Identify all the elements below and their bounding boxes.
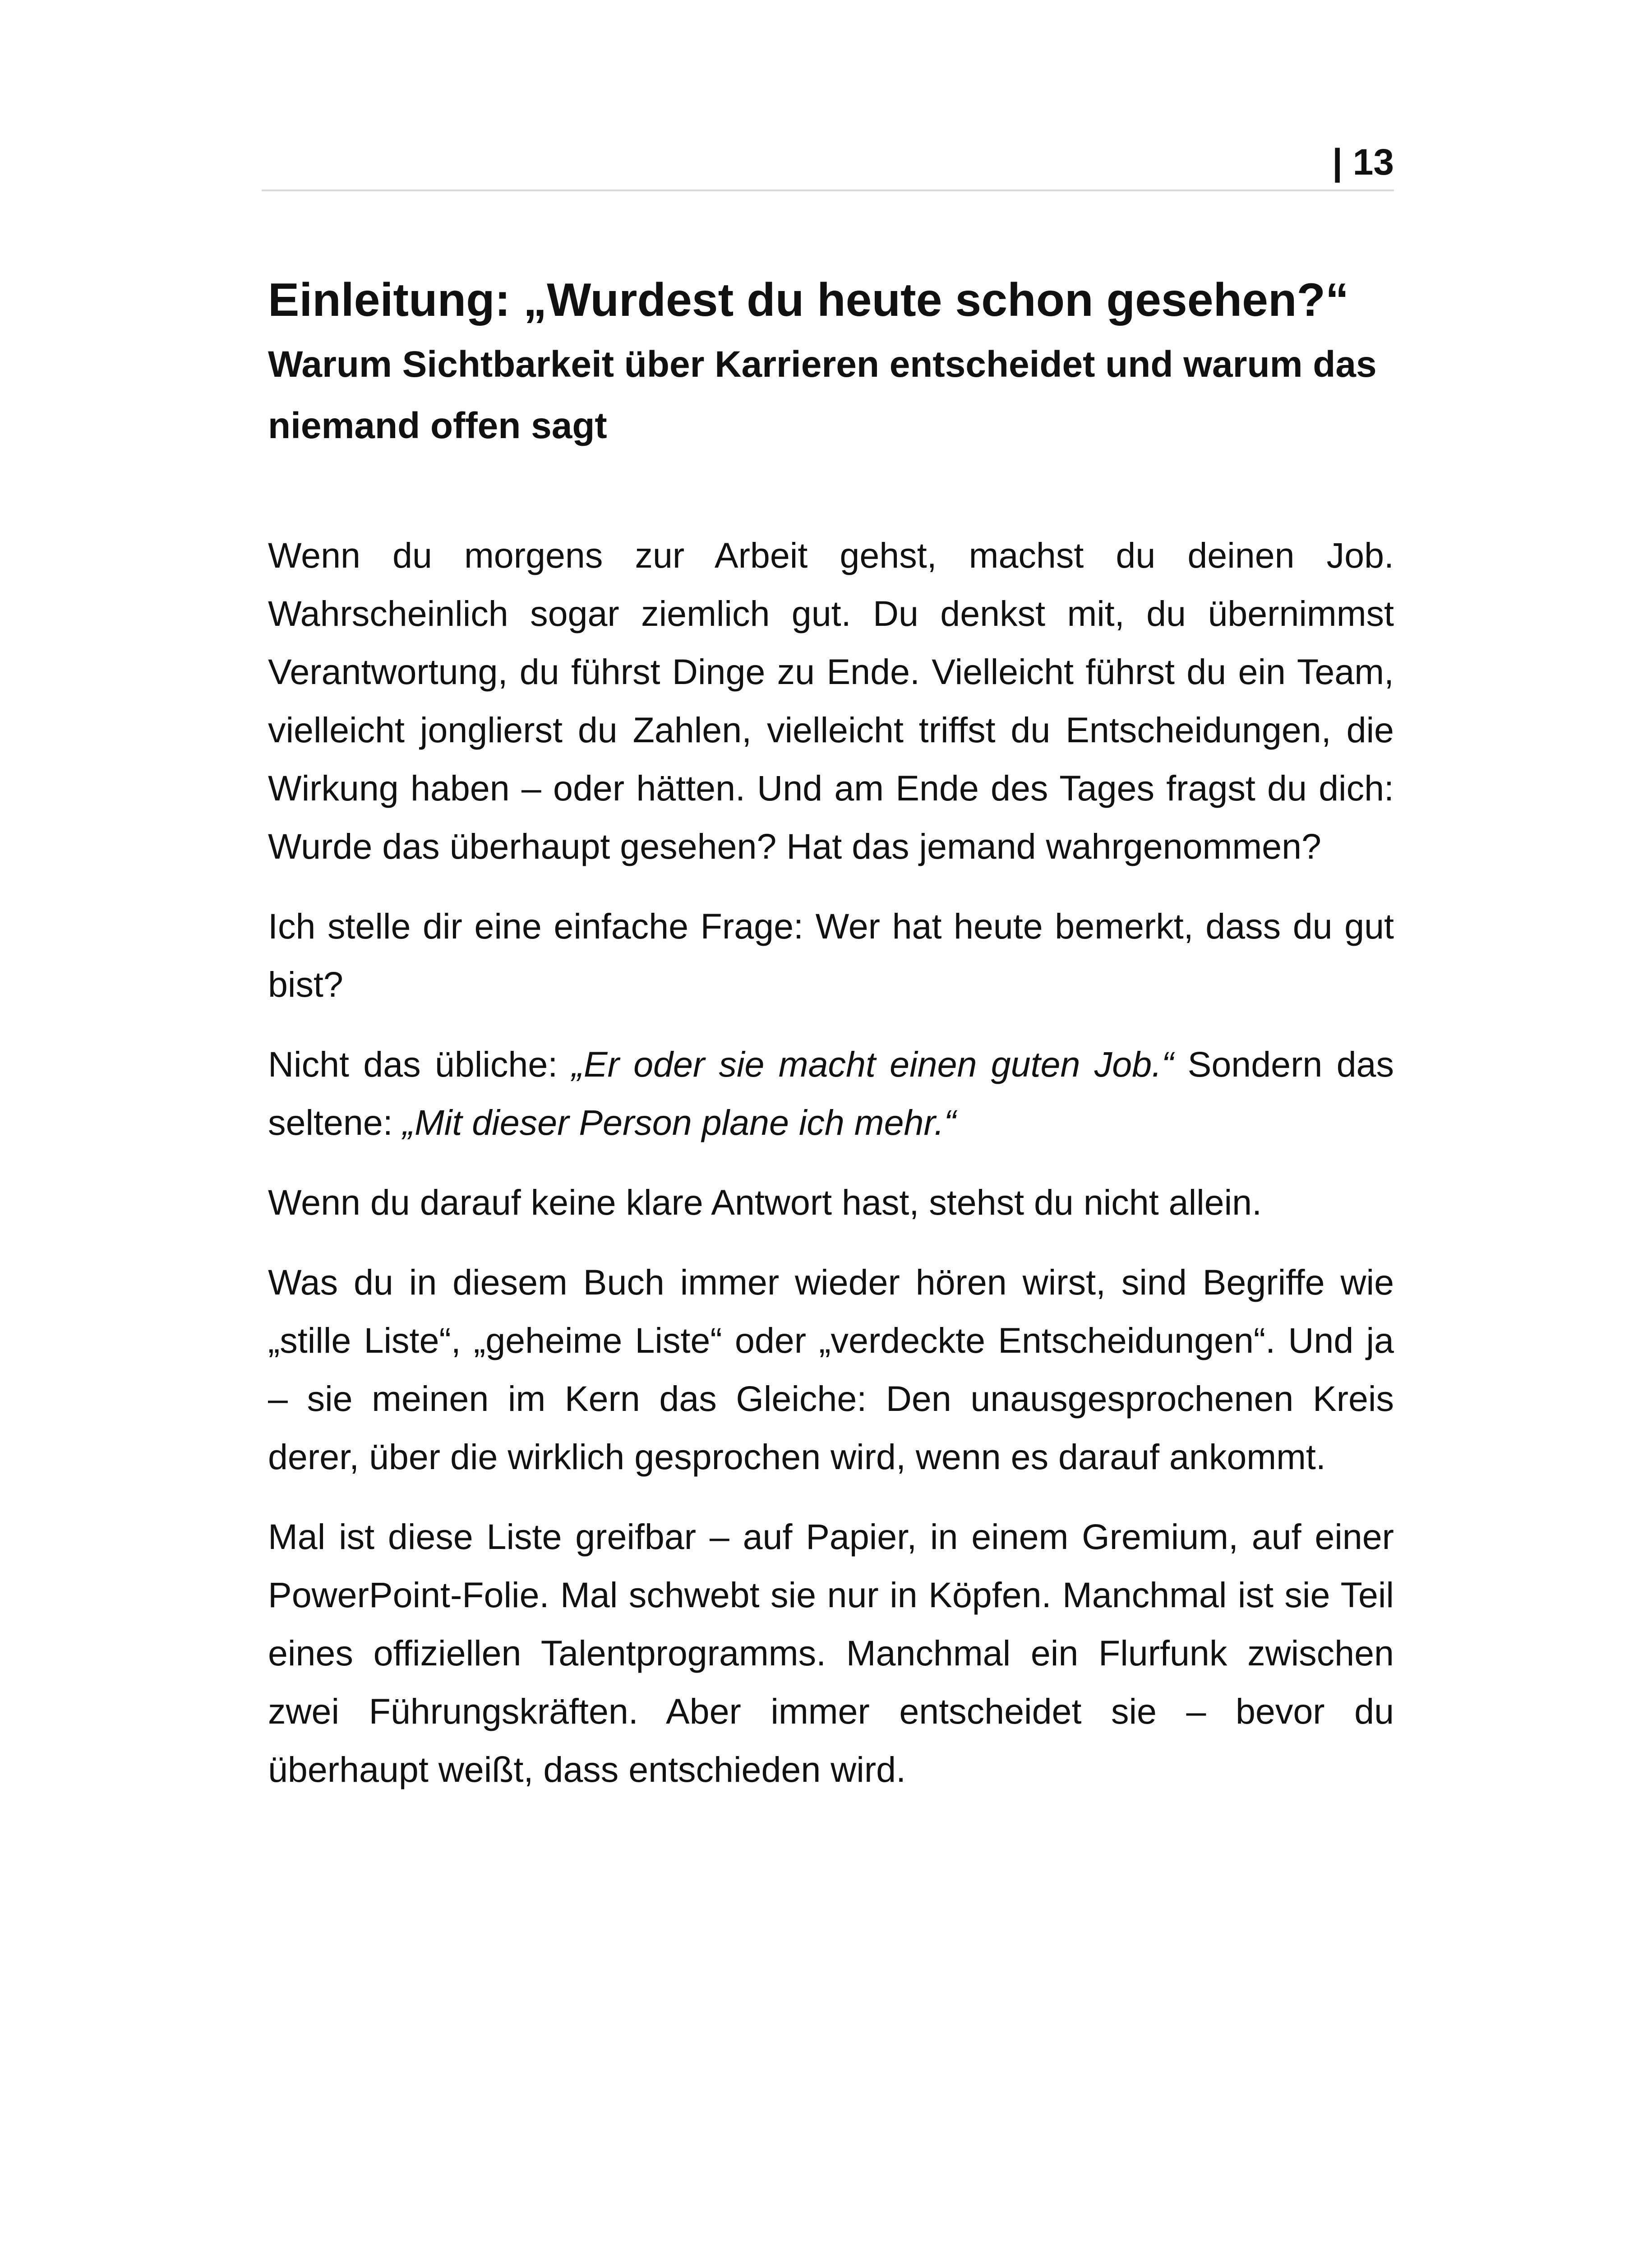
paragraph-1: Wenn du morgens zur Arbeit gehst, machst du deinen Job. Wahrscheinlich sogar ziemlich gut. Du denkst mit, du übernimmst Verantwortung, du führst Dinge zu Ende. Vielleicht führst du ein Team, vielleicht jonglierst du Zahlen, vielleicht triffst du Entscheidungen, die Wirkung haben – oder hätten. Und am Ende des Tages fragst du dich: Wurde das überhaupt gesehen? Hat das jemand wahrgenommen?: [268, 535, 1394, 866]
paragraph-2: Ich stelle dir eine einfache Frage: Wer hat heute bemerkt, dass du gut bist?: [268, 906, 1394, 1004]
paragraph-3-lead-2: Sondern das seltene:: [268, 1044, 1394, 1142]
page-number: | 13: [1332, 142, 1394, 183]
paragraph-4: Wenn du darauf keine klare Antwort hast, stehst du nicht allein.: [268, 1182, 1262, 1222]
paragraph-5: Was du in diesem Buch immer wieder hören wirst, sind Begriffe wie „stille Liste“, „geheime Liste“ oder „verdeckte Entscheidungen“. Und ja – sie meinen im Kern das Gleiche: Den unausgesprochenen Kreis derer, über die wirklich gesprochen wird, wenn es darauf ankommt.: [268, 1262, 1394, 1477]
chapter-title: Einleitung: „Wurdest du heute schon gesehen?“: [268, 274, 1349, 326]
page-header: [262, 131, 1394, 191]
paragraph-3: [268, 1035, 1394, 1151]
quote-good-job: „Er oder sie macht einen guten Job.“: [572, 1044, 1174, 1084]
quote-plan-more: „Mit dieser Person plane ich mehr.“: [402, 1102, 956, 1142]
paragraph-6: Mal ist diese Liste greifbar – auf Papier, in einem Gremium, auf einer PowerPoint-Folie. Mal schwebt sie nur in Köpfen. Manchmal ist sie Teil eines offiziellen Talentprogramms. Manchmal ein Flurfunk zwischen zwei Führungskräften. Aber immer entscheidet sie – bevor du überhaupt weißt, dass entschieden wird.: [268, 1516, 1394, 1789]
chapter-subtitle: Warum Sichtbarkeit über Karrieren entscheidet und warum das niemand offen sagt: [268, 344, 1377, 446]
page-content: [268, 266, 1394, 1820]
body-text: [268, 526, 1394, 1798]
paragraph-3-lead-1: Nicht das übliche:: [268, 1044, 572, 1084]
